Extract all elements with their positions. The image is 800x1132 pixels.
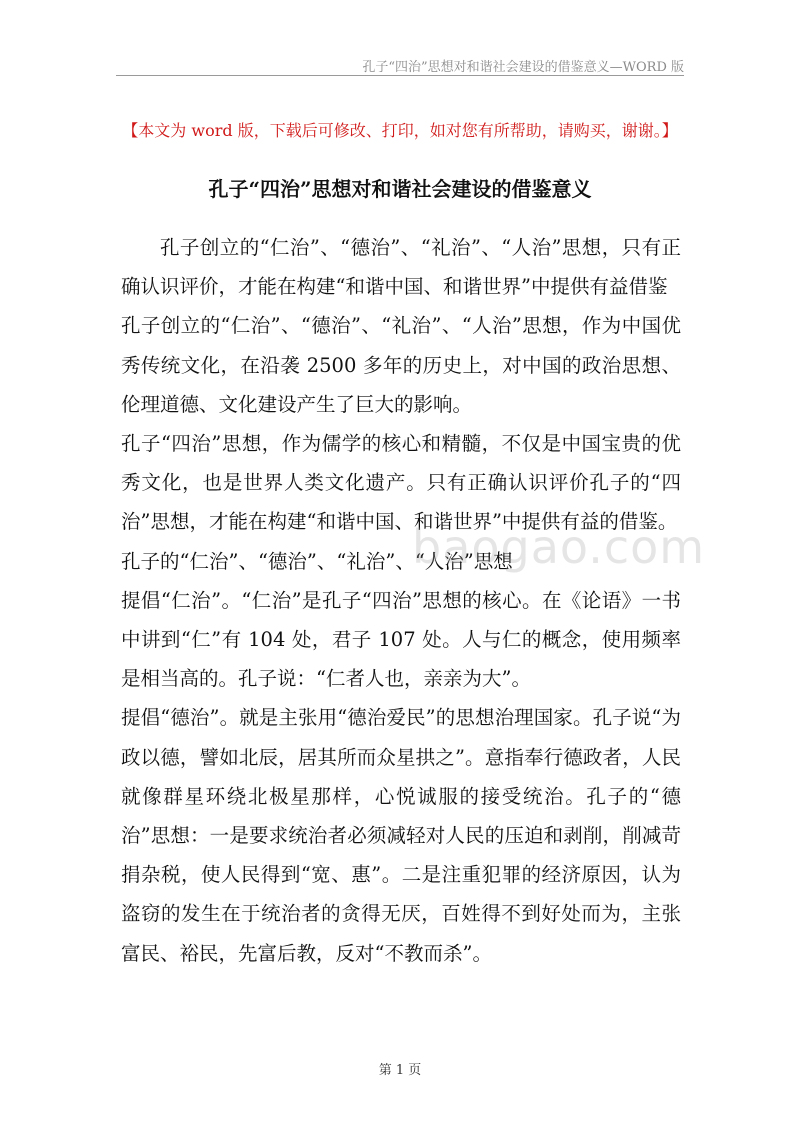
running-header: 孔子“四治”思想对和谐社会建设的借鉴意义—WORD 版 bbox=[362, 60, 684, 75]
paragraph: 提倡“德治”。就是主张用“德治爱民”的思想治理国家。孔子说“为政以德，譬如北辰，居其所而众星拱之”。意指奉行德政者，人民就像群星环绕北极星那样，心悦诚服的接受统治。孔子的“德治”思想：一是要求统治者必须减轻对人民的压迫和剥削，削减苛捐杂税，使人民得到“宽、惠”。二是注重犯罪的经济原因，认为盗窃的发生在于统治者的贪得无厌，百姓得不到好处而为，主张富民、裕民，先富后教，反对“不教而杀”。 bbox=[121, 706, 681, 965]
document-title: 孔子“四治”思想对和谐社会建设的借鉴意义 bbox=[208, 177, 592, 201]
paragraph: 提倡“仁治”。“仁治”是孔子“四治”思想的核心。在《论语》一书中讲到“仁”有 104 处，君子 107 处。人与仁的概念，使用频率是相当高的。孔子说：“仁者人也，亲亲为大”。 bbox=[121, 588, 681, 691]
section-heading: 孔子的“仁治”、“德治”、“礼治”、“人治”思想 bbox=[121, 549, 513, 573]
watermark: baogao.com bbox=[412, 520, 706, 574]
page-number: 第 1 页 bbox=[378, 1063, 422, 1078]
paragraph: 孔子“四治”思想，作为儒学的核心和精髓，不仅是中国宝贵的优秀文化，也是世界人类文化遗产。只有正确认识评价孔子的“四治”思想，才能在构建“和谐中国、和谐世界”中提供有益的借鉴。 bbox=[121, 432, 681, 534]
document-body bbox=[121, 228, 681, 973]
paragraph: 孔子创立的“仁治”、“德治”、“礼治”、“人治”思想，作为中国优秀传统文化，在沿袭 2500 多年的历史上，对中国的政治思想、伦理道德、文化建设产生了巨大的影响。 bbox=[121, 314, 681, 416]
header-divider bbox=[116, 75, 684, 76]
download-notice: 【本文为 word 版，下载后可修改、打印，如对您有所帮助，请购买，谢谢。】 bbox=[122, 121, 678, 140]
paragraph-intro: 孔子创立的“仁治”、“德治”、“礼治”、“人治”思想，只有正确认识评价，才能在构建“和谐中国、和谐世界”中提供有益借鉴 bbox=[121, 236, 681, 299]
